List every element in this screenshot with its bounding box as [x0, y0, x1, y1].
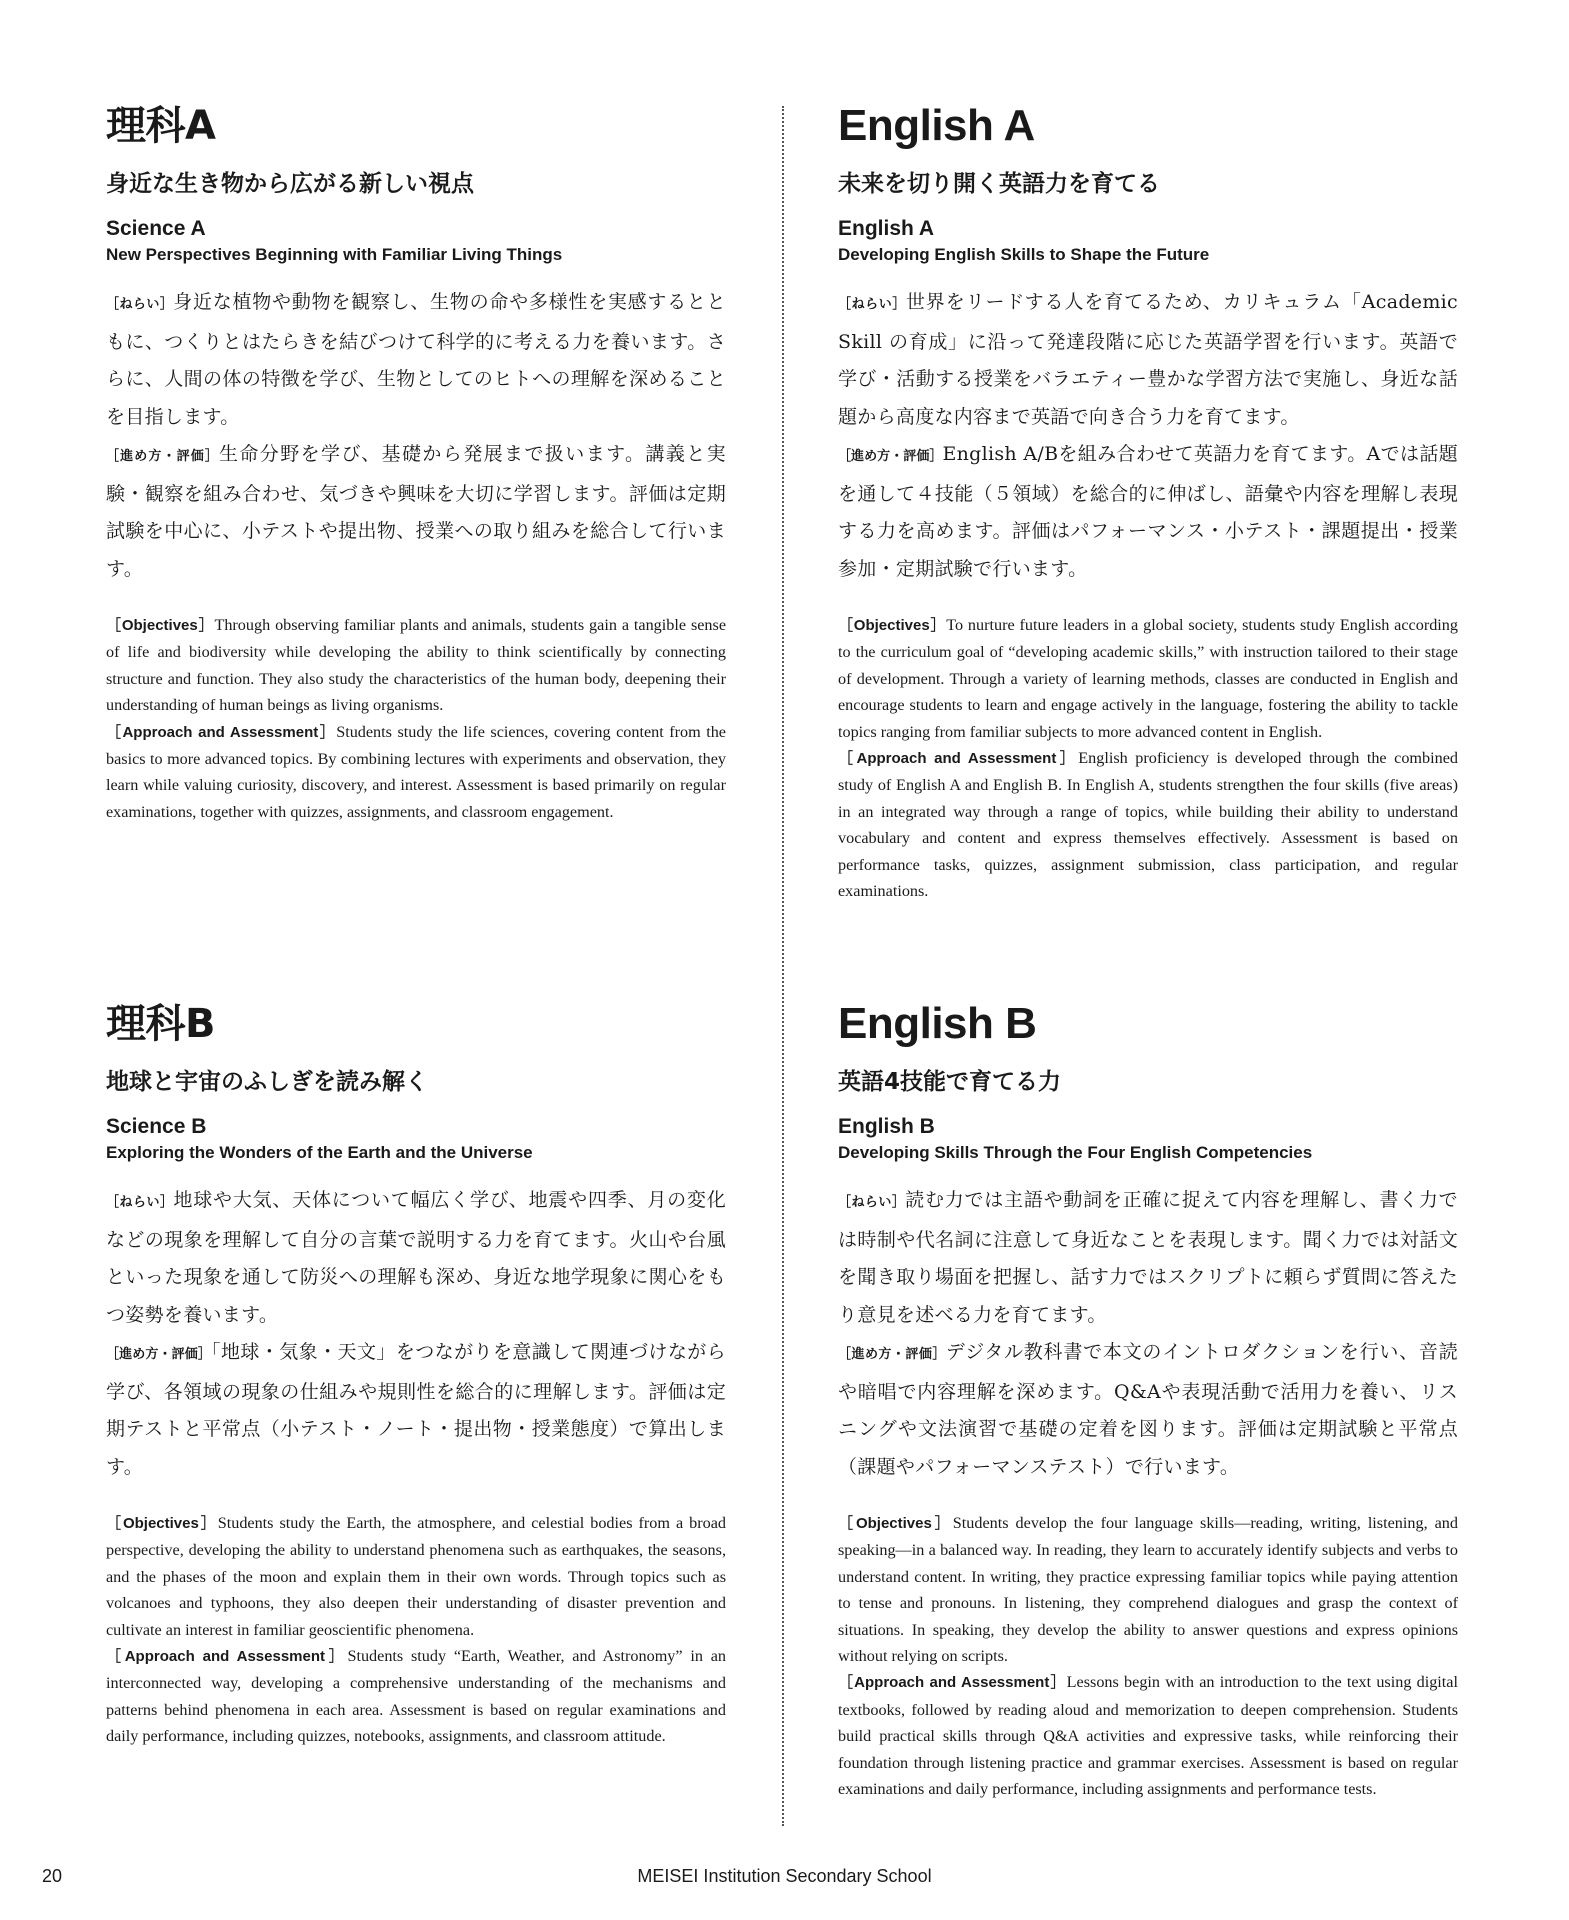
- approach-label: ［Approach and Assessment］: [838, 750, 1079, 768]
- section-heading: 理科A: [106, 103, 216, 149]
- approach-paragraph: [838, 745, 1458, 904]
- aim-text: 読む力では主語や動詞を正確に捉えて内容を理解し、書く力では時制や代名詞に注意して身近なことを表現します。聞く力では対話文を聞き取り場面を把握し、話す力ではスクリプトに頼らず質問に答えたり意見を述べる力を育てます。: [838, 1189, 1458, 1326]
- section-english-b: [838, 994, 1458, 1802]
- approach-paragraph: [838, 1669, 1458, 1802]
- approach-text: Lessons begin with an introduction to the text using digital textbooks, followed by reading aloud and memorization to deepen comprehension. Students build practical skills through Q&A activities and expressive tasks, while reinforcing their foundation through listening practice and grammar exercises. Assessment is based on regular examinations and daily performance, including assignments and performance tests.: [838, 1673, 1458, 1799]
- title-en: Science A: [106, 217, 206, 240]
- method-label: ［進め方・評価］: [838, 449, 943, 464]
- column-divider: [782, 106, 784, 1826]
- method-paragraph: [838, 436, 1458, 588]
- section-heading: English A: [838, 101, 1035, 150]
- method-text: 「地球・気象・天文」をつながりを意識して関連づけながら学び、各領域の現象の仕組みや規則性を総合的に理解します。評価は定期テストと平常点（小テスト・ノート・提出物・授業態度）で算出します。: [106, 1341, 726, 1478]
- subtitle-en: Developing English Skills to Shape the Future: [838, 245, 1210, 264]
- approach-paragraph: [106, 719, 726, 826]
- subtitle-en: New Perspectives Beginning with Familiar Living Things: [106, 245, 563, 264]
- objectives-text: To nurture future leaders in a global society, students study English according to the curriculum goal of “developing academic skills,” with instruction tailored to their stage of development. Through a variety of learning methods, classes are conducted in English and encourage students to learn and engage actively in the language, fostering the ability to tackle topics ranging from familiar subjects to more advanced content in English.: [838, 616, 1458, 741]
- school-name: MEISEI Institution Secondary School: [637, 1866, 932, 1886]
- method-paragraph: [106, 436, 726, 588]
- approach-text: Students study “Earth, Weather, and Astronomy” in an interconnected way, developing a comprehensive understanding of the mechanisms and patterns behind phenomena in each area. Assessment is based on regular examinations and daily performance, including quizzes, notebooks, assignments, and classroom attitude.: [106, 1647, 726, 1746]
- approach-label: ［Approach and Assessment］: [838, 1674, 1067, 1692]
- section-heading: English B: [838, 999, 1037, 1048]
- aim-text: 身近な植物や動物を観察し、生物の命や多様性を実感するとともに、つくりとはたらきを結びつけて科学的に考える力を養います。さらに、人間の体の特徴を学び、生物としてのヒトへの理解を深めることを目指します。: [106, 291, 726, 428]
- subtitle-jp: 地球と宇宙のふしぎを読み解く: [106, 1069, 428, 1095]
- jp-body: [838, 284, 1458, 588]
- section-english-a: [838, 96, 1458, 904]
- objectives-label: ［Objectives］: [106, 617, 215, 634]
- aim-paragraph: [106, 1182, 726, 1334]
- section-heading: 理科B: [106, 1001, 215, 1047]
- en-body: [838, 612, 1458, 904]
- objectives-paragraph: [838, 1510, 1458, 1669]
- approach-label: ［Approach and Assessment］: [106, 1648, 348, 1666]
- en-body: [106, 1510, 726, 1750]
- method-text: English A/Bを組み合わせて英語力を育てます。Aでは話題を通して４技能（５領域）を総合的に伸ばし、語彙や内容を理解し表現する力を高めます。評価はパフォーマンス・小テスト・課題提出・授業参加・定期試験で行います。: [838, 443, 1458, 580]
- method-text: デジタル教科書で本文のイントロダクションを行い、音読や暗唱で内容理解を深めます。Q&Aや表現活動で活用力を養い、リスニングや文法演習で基礎の定着を図ります。評価は定期試験と平常点（課題やパフォーマンステスト）で行います。: [838, 1341, 1458, 1478]
- subtitle-jp: 身近な生き物から広がる新しい視点: [106, 171, 474, 197]
- objectives-paragraph: [838, 612, 1458, 745]
- title-en: English B: [838, 1115, 935, 1138]
- approach-text: English proficiency is developed through the combined study of English A and English B. In English A, students strengthen the four skills (five areas) in an integrated way through a range of topics, while building their ability to understand vocabulary and content and express themselves effectively. Assessment is based on performance tasks, quizzes, assignment submission, class participation, and regular examinations.: [838, 749, 1458, 901]
- approach-text: Students study the life sciences, covering content from the basics to more advanced topics. By combining lectures with experiments and observation, they learn while valuing curiosity, discovery, and interest. Assessment is based primarily on regular examinations, together with quizzes, assignments, and classroom engagement.: [106, 722, 726, 821]
- jp-body: [106, 284, 726, 588]
- jp-body: [106, 1182, 726, 1486]
- approach-label: ［Approach and Assessment］: [106, 723, 337, 741]
- objectives-text: Through observing familiar plants and animals, students gain a tangible sense of life and biodiversity while developing the ability to think scientifically by connecting structure and function. They also study the characteristics of the human body, deepening their understanding of human beings as living organisms.: [106, 616, 727, 715]
- aim-paragraph: [838, 284, 1458, 436]
- objectives-label: ［Objectives］: [106, 1515, 218, 1532]
- method-text: 生命分野を学び、基礎から発展まで扱います。講義と実験・観察を組み合わせ、気づきや興味を大切に学習します。評価は定期試験を中心に、小テストや提出物、授業への取り組みを総合して行います。: [106, 443, 726, 580]
- section-science-b: [106, 994, 726, 1750]
- subtitle-en: Developing Skills Through the Four English Competencies: [838, 1143, 1313, 1162]
- method-paragraph: [838, 1334, 1458, 1486]
- title-en: Science B: [106, 1115, 207, 1138]
- method-label: ［進め方・評価］: [106, 1347, 212, 1362]
- aim-text: 世界をリードする人を育てるため、カリキュラム「Academic Skill の育成」に沿って発達段階に応じた英語学習を行います。英語で学び・活動する授業をバラエティー豊かな学習方法で実施し、身近な話題から高度な内容まで英語で向き合う力を育てます。: [838, 291, 1458, 428]
- aim-label: ［ねらい］: [106, 1195, 174, 1210]
- method-label: ［進め方・評価］: [106, 449, 219, 464]
- aim-label: ［ねらい］: [106, 297, 174, 312]
- aim-paragraph: [838, 1182, 1458, 1334]
- page-footer: [0, 1866, 1569, 1896]
- objectives-label: ［Objectives］: [838, 1515, 953, 1532]
- objectives-text: Students study the Earth, the atmosphere, and celestial bodies from a broad perspective, developing the ability to understand phenomena such as earthquakes, the seasons, and the phases of the moon and explain them in their own words. Through topics such as volcanoes and typhoons, they also deepen their understanding of disaster prevention and cultivate an interest in familiar geoscientific phenomena.: [106, 1514, 726, 1639]
- objectives-paragraph: [106, 612, 726, 719]
- aim-label: ［ねらい］: [838, 297, 906, 312]
- subtitle-en: Exploring the Wonders of the Earth and the Universe: [106, 1143, 533, 1162]
- en-body: [106, 612, 726, 825]
- subtitle-jp: 未来を切り開く英語力を育てる: [838, 171, 1160, 197]
- objectives-label: ［Objectives］: [838, 617, 947, 634]
- page-number: 20: [42, 1866, 63, 1886]
- objectives-text: Students develop the four language skills—reading, writing, listening, and speaking—in a balanced way. In reading, they learn to accurately identify subjects and verbs to understand content. In writing, they practice expressing familiar topics while paying attention to tense and pronouns. In listening, they comprehend dialogues and grasp the context of situations. In speaking, they develop the ability to answer questions and express opinions without relying on scripts.: [838, 1514, 1458, 1666]
- aim-paragraph: [106, 284, 726, 436]
- aim-text: 地球や大気、天体について幅広く学び、地震や四季、月の変化などの現象を理解して自分の言葉で説明する力を育てます。火山や台風といった現象を通して防災への理解も深め、身近な地学現象に関心をもつ姿勢を養います。: [106, 1189, 726, 1326]
- aim-label: ［ねらい］: [838, 1195, 906, 1210]
- objectives-paragraph: [106, 1510, 726, 1643]
- en-body: [838, 1510, 1458, 1802]
- section-science-a: [106, 96, 726, 825]
- method-label: ［進め方・評価］: [838, 1347, 946, 1362]
- jp-body: [838, 1182, 1458, 1486]
- title-en: English A: [838, 217, 935, 240]
- subtitle-jp: 英語4技能で育てる力: [838, 1069, 1062, 1095]
- method-paragraph: [106, 1334, 726, 1486]
- approach-paragraph: [106, 1643, 726, 1750]
